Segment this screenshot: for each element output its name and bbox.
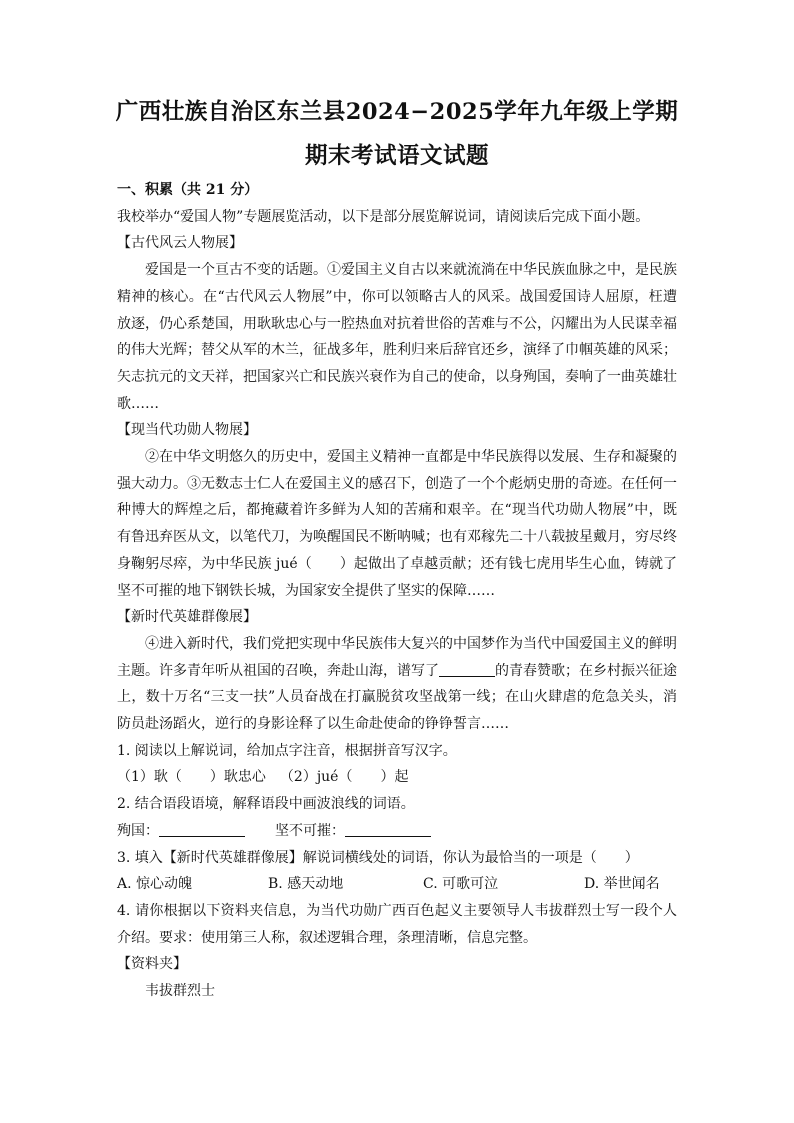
exhibit1-title: 【古代风云人物展】 (117, 235, 243, 252)
folder-title: 【资料夹】 (117, 956, 187, 973)
question-2: 2. 结合语段语境，解释语段中画波浪线的词语。 (117, 796, 415, 813)
question-1-parts (117, 764, 677, 791)
option-d[interactable]: D. 举世闻名 (584, 876, 660, 893)
section-heading: 一、积累（共 21 分） (117, 182, 259, 198)
question-4: 4. 请你根据以下资料夹信息，为当代功勋广西百色起义主要领导人韦拔群烈士写一段个人介绍。要求：使用第三人称，叙述逻辑合理，条理清晰，信息完整。 (117, 902, 677, 946)
exhibit3-text-a: ④进入新时代，我们党把实现中华民族伟大复兴的中国梦作为当代中国爱国主义的鲜明主题。许多青年听从祖国的召唤，奔赴山海，谱写了 (117, 635, 677, 679)
question-1a: （1）耿（ ）耿忠心 (117, 769, 266, 786)
exhibit3-text (117, 631, 677, 738)
question-1b: （2）jué（ ）起 (279, 769, 409, 786)
option-b[interactable]: B. 感天动地 (268, 876, 344, 893)
exam-title-line1: 广西壮族自治区东兰县2024−2025学年九年级上学期 (115, 99, 679, 125)
answer-blank-jianbukecui[interactable] (345, 820, 431, 837)
option-c[interactable]: C. 可歌可泣 (423, 876, 499, 893)
folder-item: 韦拔群烈士 (145, 983, 215, 1000)
question-2-parts (117, 818, 677, 845)
answer-blank[interactable] (439, 660, 495, 677)
exhibit1-text: 爱国是一个亘古不变的话题。①爱国主义自古以来就流淌在中华民族血脉之中，是民族精神的核心。在“古代风云人物展”中，你可以领略古人的风采。战国爱国诗人屈原，枉遭放逐，仍心系楚国，用耿耿忠心与一腔热血对抗着世俗的苦难与不公，闪耀出为人民谋幸福的伟大光辉；替父从军的木兰，征战多年，胜利归来后辞官还乡，演绎了巾帼英雄的风采；矢志抗元的文天祥，把国家兴亡和民族兴衰作为自己的使命，以身殉国，奏响了一曲英雄壮歌…… (117, 262, 677, 412)
answer-blank-xunguo[interactable] (159, 820, 245, 837)
question-3-options (117, 871, 677, 898)
question-3: 3. 填入【新时代英雄群像展】解说词横线处的词语，你认为最恰当的一项是（ ） (117, 849, 639, 866)
exhibit3-title: 【新时代英雄群像展】 (117, 609, 257, 626)
exhibit2-title: 【现当代功勋人物展】 (117, 422, 257, 439)
exam-title-line2: 期末考试语文试题 (304, 143, 489, 169)
question-2a-label: 殉国： (117, 822, 159, 839)
section-intro: 我校举办“爱国人物”专题展览活动，以下是部分展览解说词，请阅读后完成下面小题。 (117, 208, 650, 225)
exhibit3-text-b: 的青春赞歌；在乡村振兴征途上，数十万名“三支一扶”人员奋战在打赢脱贫攻坚战第一线；在山火肆虐的危急关头，消防员赴汤蹈火，逆行的身影诠释了以生命赴使命的铮铮誓言…… (117, 662, 677, 733)
exhibit2-text: ②在中华文明悠久的历史中，爱国主义精神一直都是中华民族得以发展、生存和凝聚的强大动力。③无数志士仁人在爱国主义的感召下，创造了一个个彪炳史册的奇迹。在任何一种博大的辉煌之后，都掩藏着许多鲜为人知的苦痛和艰辛。在“现当代功勋人物展”中，既有鲁迅弃医从文，以笔代刀，为唤醒国民不断呐喊；也有邓稼先二十八载披星戴月，穷尽终身鞠躬尽瘁，为中华民族 jué（ ）起做出了卓越贡献；还有钱七虎用毕生心血，铸就了坚不可摧的地下钢铁长城，为国家安全提供了坚实的保障…… (117, 449, 677, 599)
question-2b-label: 坚不可摧： (275, 822, 345, 839)
option-a[interactable]: A. 惊心动魄 (117, 876, 193, 893)
exam-body (117, 177, 677, 1005)
question-1: 1. 阅读以上解说词，给加点字注音，根据拼音写汉字。 (117, 742, 457, 759)
